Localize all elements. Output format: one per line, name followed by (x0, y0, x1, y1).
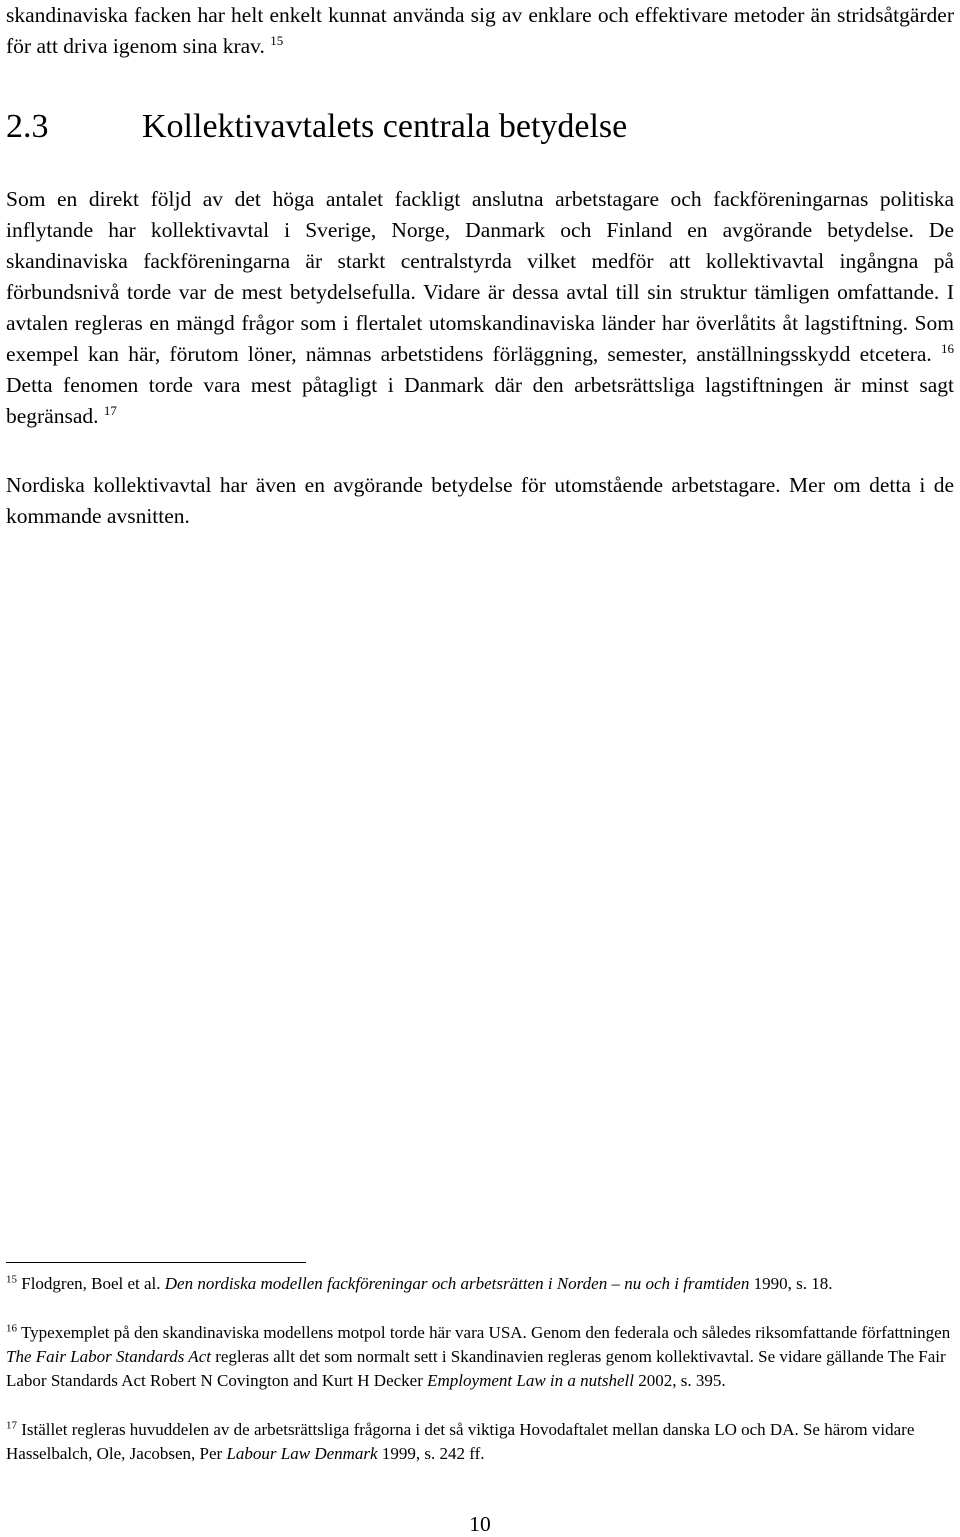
footnote-ref-17[interactable]: 17 (103, 402, 117, 418)
footnote-title: Employment Law in a nutshell (427, 1371, 634, 1390)
paragraph-1-text-b: Detta fenomen torde vara mest påtagligt i Danmark där den arbetsrättsliga lagstiftningen är minst sagt begränsad. (6, 373, 954, 428)
footnote-16 (6, 1321, 954, 1393)
footnote-17 (6, 1418, 954, 1466)
section-heading (6, 104, 627, 150)
footnote-text: 1999, s. 242 ff. (381, 1444, 485, 1463)
footnote-title: Labour Law Denmark (226, 1444, 378, 1463)
body-paragraph-1 (6, 184, 954, 432)
paragraph-2-text: Nordiska kollektivavtal har även en avgörande betydelse för utomstående arbetstagare. Mer om detta i de kommande avsnitten. (6, 473, 954, 528)
section-title: Kollektivavtalets centrala betydelse (142, 108, 628, 145)
page-number: 10 (469, 1512, 491, 1536)
intro-paragraph (6, 0, 954, 62)
footnote-number: 17 (6, 1419, 17, 1432)
footnote-number: 15 (6, 1273, 17, 1286)
footnote-text: 2002, s. 395. (638, 1371, 726, 1390)
footnote-text: Flodgren, Boel et al. (21, 1274, 161, 1293)
body-paragraph-2 (6, 470, 954, 532)
footnote-title: Den nordiska modellen fackföreningar och arbetsrätten i Norden – nu och i framtiden (164, 1274, 750, 1293)
footnote-number: 16 (6, 1322, 17, 1335)
intro-text: skandinaviska facken har helt enkelt kunnat använda sig av enklare och effektivare metoder än stridsåtgärder för att driva igenom sina krav. (6, 3, 954, 58)
footnote-title: The Fair Labor Standards Act (6, 1347, 211, 1366)
footnote-text: Istället regleras huvuddelen av de arbetsrättsliga frågorna i det så viktiga Hovodaftalet mellan danska LO och DA. Se härom vidare Hasselbalch, Ole, Jacobsen, Per (6, 1420, 915, 1463)
footnote-ref-15[interactable]: 15 (270, 32, 284, 48)
paragraph-1-text-a: Som en direkt följd av det höga antalet fackligt anslutna arbetstagare och fackföreningarnas politiska inflytande har kollektivavtal i Sverige, Norge, Danmark och Finland en avgörande betydelse. De skandinaviska fackföreningarna är starkt centralstyrda vilket medför att kollektivavtal ingångna på förbundsnivå torde var de mest betydelsefulla. Vidare är dessa avtal till sin struktur tämligen omfattande. I avtalen regleras en mängd frågor som i flertalet utomskandinaviska länder har överlåtits åt lagstiftning. Som exempel kan här, förutom löner, nämnas arbetstidens förläggning, semester, anställningsskydd etcetera. (6, 187, 954, 366)
section-number: 2.3 (6, 108, 49, 145)
footnote-ref-16[interactable]: 16 (941, 340, 954, 356)
footnote-separator (6, 1262, 306, 1263)
footnote-15 (6, 1272, 954, 1296)
footnote-text: Typexemplet på den skandinaviska modellens motpol torde här vara USA. Genom den federala och således riksomfattande författningen (20, 1323, 951, 1342)
footnote-text: regleras allt det som normalt sett i Skandinavien regleras genom kollektivavtal. Se vidare gällande The Fair Labor Standards Act Robert N Covington and Kurt H Decker (6, 1347, 946, 1390)
footnote-text: 1990, s. 18. (753, 1274, 833, 1293)
